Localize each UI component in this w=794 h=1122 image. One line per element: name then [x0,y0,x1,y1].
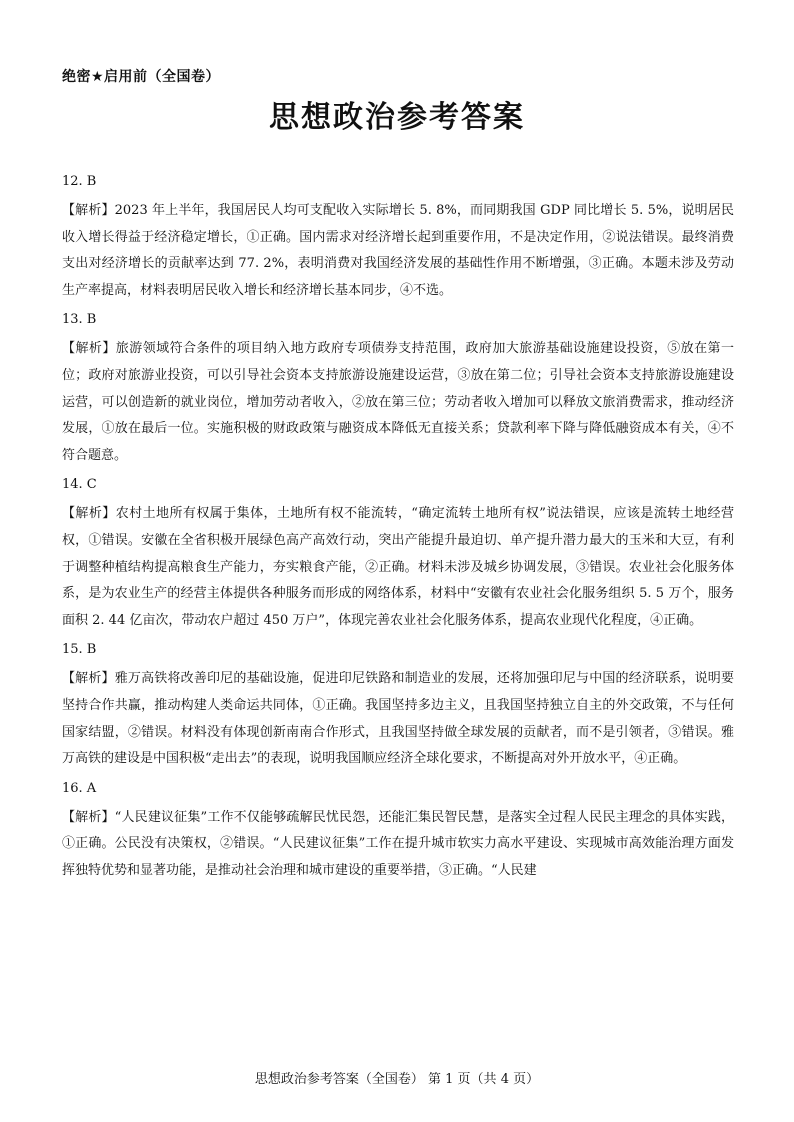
question-12 [62,169,734,304]
question-14 [62,472,734,634]
question-analysis: 【解析】农村土地所有权属于集体，土地所有权不能流转，“确定流转土地所有权”说法错误，应该是流转土地经营权，①错误。安徽在全省积极开展绿色高产高效行动，突出产能提升最迫切、单产提升潜力最大的玉米和大豆，有利于调整种植结构提高粮食生产能力，夯实粮食产能，②正确。材料未涉及城乡协调发展，③错误。农业社会化服务体系，是为农业生产的经营主体提供各种服务而形成的网络体系，材料中“安徽有农业社会化服务组织 5. 5 万个，服务面积 2. 44 亿亩次，带动农户超过 450 万户”，体现完善农业社会化服务体系，提高农业现代化程度，④正确。 [62,506,734,628]
question-15 [62,637,734,772]
page-footer: 思想政治参考答案（全国卷） 第 1 页（共 4 页） [254,1072,540,1087]
question-16 [62,776,734,885]
question-number: 15. B [62,642,97,658]
classification-label: 绝密★启用前（全国卷） [62,69,221,85]
question-analysis: 【解析】2023 年上半年，我国居民人均可支配收入实际增长 5. 8%，而同期我国 GDP 同比增长 5. 5%，说明居民收入增长得益于经济稳定增长，①正确。国内需求对经济增长起到重要作用，不是决定作用，②说法错误。最终消费支出对经济增长的贡献率达到 77. 2%，表明消费对我国经济发展的基础性作用不断增强，③正确。本题未涉及劳动生产率提高，材料表明居民收入增长和经济增长基本同步，④不选。 [62,203,734,298]
answer-content [62,169,734,887]
question-number: 14. C [62,477,97,493]
question-number: 12. B [62,174,97,189]
question-13 [62,307,734,469]
question-analysis: 【解析】旅游领域符合条件的项目纳入地方政府专项债券支持范围，政府加大旅游基础设施建设投资，⑤放在第一位；政府对旅游业投资，可以引导社会资本支持旅游设施建设运营，③放在第二位；引导社会资本支持旅游设施建设运营，可以创造新的就业岗位，增加劳动者收入，②放在第三位；劳动者收入增加可以释放文旅消费需求，推动经济发展，①放在最后一位。实施积极的财政政策与融资成本降低无直接关系；贷款利率下降与降低融资成本有关，④不符合题意。 [62,341,734,463]
question-number: 13. B [62,312,97,328]
question-analysis: 【解析】雅万高铁将改善印尼的基础设施，促进印尼铁路和制造业的发展，还将加强印尼与中国的经济联系，说明要坚持合作共赢，推动构建人类命运共同体，①正确。我国坚持多边主义，且我国坚持独立自主的外交政策，不与任何国家结盟，②错误。材料没有体现创新南南合作形式，且我国坚持做全球发展的贡献者，而不是引领者，③错误。雅万高铁的建设是中国积极“走出去”的表现，说明我国顺应经济全球化要求，不断提高对外开放水平，④正确。 [62,671,734,767]
question-number: 16. A [62,780,97,796]
question-analysis: 【解析】“人民建议征集”工作不仅能够疏解民忧民怨，还能汇集民智民慧，是落实全过程人民民主理念的具体实践，①正确。公民没有决策权，②错误。“人民建议征集”工作在提升城市软实力高水平建设、实现城市高效能治理方面发挥独特优势和显著功能，是推动社会治理和城市建设的重要举措，③正确。“人民建 [62,809,734,878]
page-title: 思想政治参考答案 [269,100,525,135]
